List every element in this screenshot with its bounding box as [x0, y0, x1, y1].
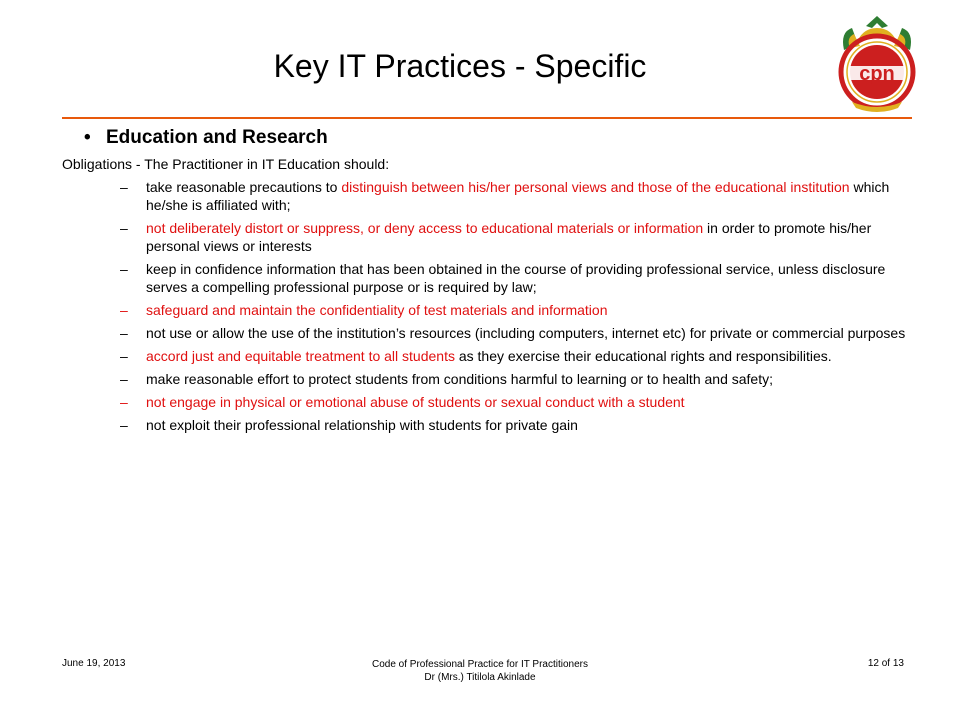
- list-item: [120, 370, 910, 388]
- list-item-text: which he/she is affiliated with;: [146, 179, 890, 213]
- dash-bullet-icon: –: [120, 348, 128, 364]
- list-item: [120, 219, 910, 255]
- list-item-text: not deliberately distort or suppress, or deny access to educational materials or information: [146, 220, 704, 236]
- list-item: [120, 324, 910, 342]
- list-item-text: not exploit their professional relationship with students for private gain: [146, 417, 578, 433]
- dash-bullet-icon: –: [120, 394, 128, 410]
- list-item: [120, 178, 910, 214]
- intro-text: Obligations - The Practitioner in IT Education should:: [62, 156, 390, 172]
- dash-bullet-icon: –: [120, 179, 128, 195]
- footer-date: June 19, 2013: [62, 658, 126, 669]
- list-item-text: keep in confidence information that has been obtained in the course of providing professional service, unless disclosure serves a compelling professional purpose or is required by law;: [146, 261, 886, 295]
- footer-page-number: 12 of 13: [867, 658, 904, 669]
- section-heading-text: Education and Research: [106, 127, 328, 148]
- dash-bullet-icon: –: [120, 371, 128, 387]
- list-item-text: safeguard and maintain the confidentiality of test materials and information: [146, 302, 608, 318]
- list-item-text: distinguish between his/her personal views and those of the educational institution: [341, 179, 850, 195]
- bullet-icon: •: [84, 127, 91, 148]
- dash-bullet-icon: –: [120, 302, 128, 318]
- cpn-crest-logo-icon: [836, 14, 918, 112]
- list-item-text: make reasonable effort to protect students from conditions harmful to learning or to health and safety;: [146, 371, 773, 387]
- list-item: [120, 260, 910, 296]
- obligations-list: [120, 178, 910, 439]
- list-item: [120, 416, 910, 434]
- footer-center: [300, 658, 660, 684]
- list-item-text: in order to promote his/her personal views or interests: [146, 220, 872, 254]
- footer-course: Code of Professional Practice for IT Practitioners: [371, 659, 589, 670]
- list-item: [120, 301, 910, 319]
- dash-bullet-icon: –: [120, 325, 128, 341]
- list-item: [120, 347, 910, 365]
- page-title: Key IT Practices - Specific: [273, 48, 647, 84]
- dash-bullet-icon: –: [120, 417, 128, 433]
- dash-bullet-icon: –: [120, 261, 128, 277]
- list-item-text: take reasonable precautions to: [146, 179, 342, 195]
- list-item-text: not use or allow the use of the institution’s resources (including computers, internet etc) for private or commercial purposes: [146, 325, 906, 341]
- list-item-text: accord just and equitable treatment to all students: [146, 348, 455, 364]
- list-item: [120, 393, 910, 411]
- title-divider: [62, 117, 912, 119]
- dash-bullet-icon: –: [120, 220, 128, 236]
- list-item-text: as they exercise their educational rights and responsibilities.: [454, 348, 832, 364]
- section-heading: [84, 127, 328, 149]
- list-item-text: not engage in physical or emotional abuse of students or sexual conduct with a student: [146, 394, 685, 410]
- logo-text: cpn: [859, 63, 895, 85]
- footer-author: Dr (Mrs.) Titilola Akinlade: [424, 672, 536, 683]
